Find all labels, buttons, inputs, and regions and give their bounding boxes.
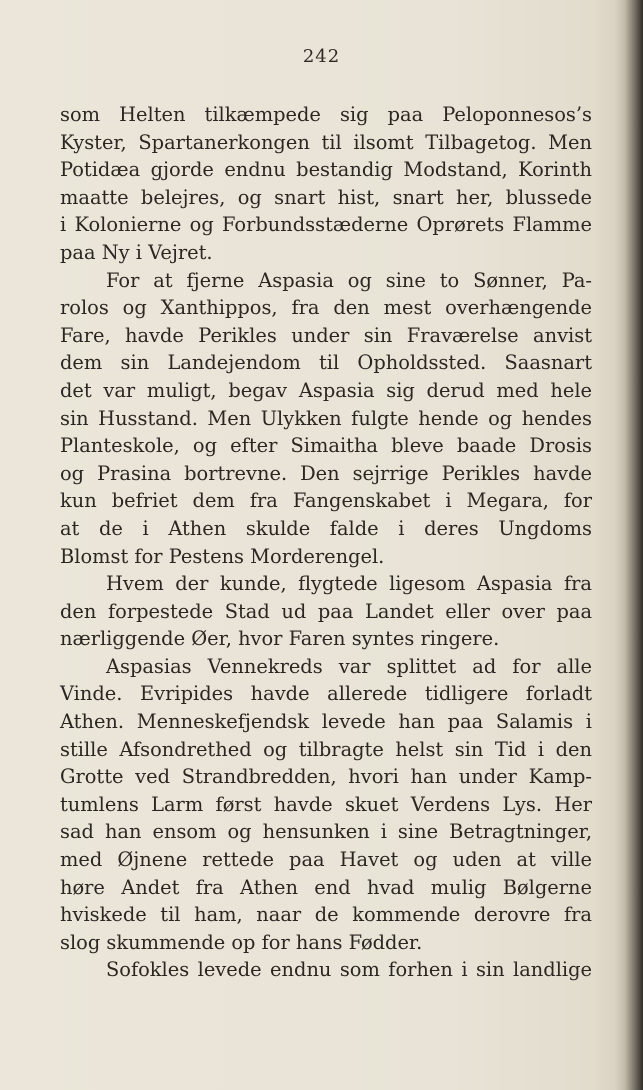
text-line: Aspasias Vennekreds var splittet ad for alle — [106, 654, 592, 678]
text-line: Blomst for Pestens Morderengel. — [60, 544, 385, 568]
text-line: Grotte ved Strandbredden, hvori han under Kamp- — [60, 765, 592, 789]
text-line: nærliggende Øer, hvor Faren syntes ringere. — [60, 627, 500, 651]
text-line: sad han ensom og hensunken i sine Betragtninger, — [60, 820, 592, 844]
text-line: den forpestede Stad ud paa Landet eller over paa — [60, 599, 592, 623]
text-line: hviskede til ham, naar de kommende derovre fra — [60, 903, 592, 927]
text-line: Sofokles levede endnu som forhen i sin landlige — [106, 958, 592, 982]
text-line: slog skummende op for hans Fødder. — [60, 930, 423, 954]
text-line: Athen. Menneskefjendsk levede han paa Salamis i — [60, 710, 592, 734]
text-line: rolos og Xanthippos, fra den mest overhængende — [60, 296, 592, 320]
text-line: det var muligt, begav Aspasia sig derud med hele — [60, 378, 592, 402]
body-text — [60, 101, 592, 984]
text-line: og Prasina bortrevne. Den sejrrige Perikles havde — [60, 461, 592, 485]
text-line: at de i Athen skulde falde i deres Ungdoms — [60, 516, 592, 540]
text-line: For at fjerne Aspasia og sine to Sønner, Pa- — [106, 268, 592, 292]
text-line: tumlens Larm først havde skuet Verdens Lys. Her — [60, 792, 592, 816]
text-line: paa Ny i Vejret. — [60, 240, 213, 264]
text-line: med Øjnene rettede paa Havet og uden at ville — [60, 848, 592, 872]
text-line: Potidæa gjorde endnu bestandig Modstand, Korinth — [60, 158, 592, 182]
text-line: dem sin Landejendom til Opholdssted. Saasnart — [60, 351, 592, 375]
text-line: Planteskole, og efter Simaitha bleve baade Drosis — [60, 434, 592, 458]
text-line: maatte belejres, og snart hist, snart her, blussede — [60, 185, 592, 209]
text-line: Kyster, Spartanerkongen til ilsomt Tilbagetog. Men — [60, 130, 592, 154]
text-line: høre Andet fra Athen end hvad mulig Bølgerne — [60, 875, 592, 899]
text-line: Vinde. Evripides havde allerede tidligere forladt — [60, 682, 592, 706]
text-line: som Helten tilkæmpede sig paa Peloponnesos’s — [60, 103, 592, 126]
text-line: stille Afsondrethed og tilbragte helst sin Tid i den — [60, 737, 592, 761]
text-line: Fare, havde Perikles under sin Fraværelse anvist — [60, 323, 592, 347]
text-line: sin Husstand. Men Ulykken fulgte hende og hendes — [60, 406, 592, 430]
page-number: 242 — [302, 46, 341, 67]
page-edge-shadow — [615, 0, 643, 1090]
text-line: kun befriet dem fra Fangenskabet i Megara, for — [60, 489, 592, 513]
text-line: i Kolonierne og Forbundsstæderne Oprørets Flamme — [60, 213, 592, 237]
text-line: Hvem der kunde, flygtede ligesom Aspasia fra — [106, 572, 592, 596]
